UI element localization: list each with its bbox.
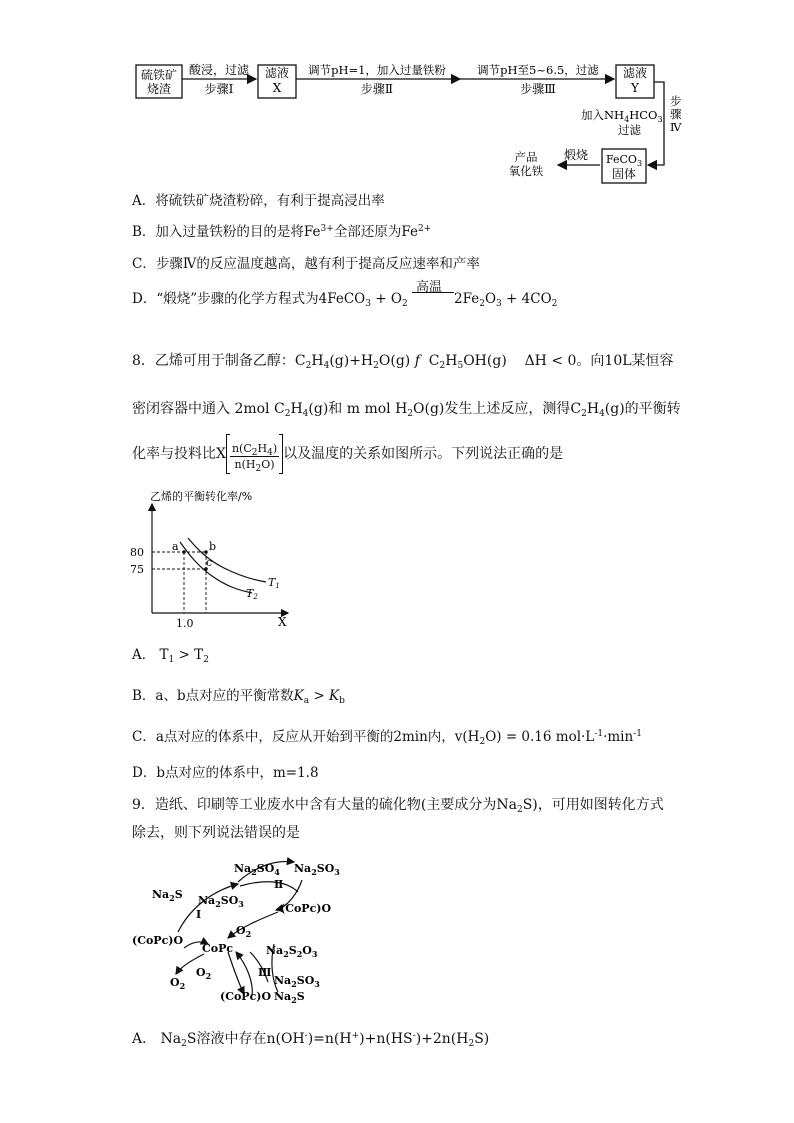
q7-option-a: A．将硫铁矿烧渣粉碎，有利于提高浸出率 (132, 193, 385, 209)
catalytic-cycle-diagram (128, 852, 368, 1012)
svg-text:氧化铁: 氧化铁 (508, 164, 544, 178)
label-a: a (172, 540, 179, 553)
q8-stem-line2: 密闭容器中通入 2mol $C_2H_4(g)$和 m mol $H_2O(g)$发生上述反应，测得$C_2H_4(g)$的平衡转 (132, 401, 681, 419)
svg-text:骤: 骤 (670, 107, 682, 121)
svg-text:步骤Ⅱ: 步骤Ⅱ (360, 82, 394, 96)
label-b: b (209, 540, 217, 553)
cycle-o2-3: $O_2$ (196, 966, 212, 981)
chart-xlabel: X (278, 615, 287, 629)
svg-text:Y: Y (631, 81, 639, 95)
label-t2: T2 (246, 587, 258, 601)
step4-reagent: 加入$NH_4HCO_3$ (581, 108, 663, 124)
q8-option-b: B．a、b点对应的平衡常数$K_a > K_b$ (132, 688, 345, 706)
curve-t1 (188, 538, 266, 582)
xtick-1: 1.0 (176, 617, 194, 630)
q9-stem-line2: 除去，则下列说法错误的是 (132, 825, 300, 841)
svg-text:固体: 固体 (611, 167, 637, 181)
svg-text:步骤Ⅲ: 步骤Ⅲ (520, 82, 556, 96)
step1-label: 酸浸，过滤 (188, 63, 250, 77)
q8-option-c: C．a点对应的体系中，反应从开始到平衡的2min内，$v(H_2O) = 0.16$ $mol\cdot L^{-1}\cdot\min^{-1}$ (132, 729, 642, 747)
cycle-roman-3: Ⅲ (258, 966, 272, 979)
step4-label: 步 (670, 94, 682, 108)
cycle-roman-1: Ⅰ (196, 908, 202, 921)
box-raw-material: 硫铁矿 (140, 68, 178, 82)
cycle-copco-right: (CoPc)O (280, 902, 332, 915)
cycle-copco-bottom: (CoPc)O (220, 990, 272, 1003)
chart-ylabel: 乙烯的平衡转化率/% (150, 490, 253, 503)
q8-option-d: D．b点对应的体系中，m=1.8 (132, 765, 319, 781)
ytick-75: 75 (130, 563, 144, 576)
step2-label: 调节pH=1，加入过量铁粉 (308, 63, 446, 77)
product-label: 产品 (514, 150, 538, 164)
step3-label: 调节pH至5~6.5，过滤 (477, 63, 599, 77)
svg-text:烧渣: 烧渣 (146, 82, 172, 96)
q9-stem-line1: 9．造纸、印刷等工业废水中含有大量的硫化物(主要成分为$Na_2S$)，可用如图转化方式 (132, 797, 664, 815)
cycle-copco-left: (CoPc)O (132, 934, 184, 947)
q9-option-a: A． $Na_2S$溶液中存在$n(OH^-)=n(H^+)+n(HS^-)+2n(H_2S)$ (132, 1031, 490, 1049)
cycle-na2so3-3: $Na_2SO_3$ (274, 974, 320, 989)
ytick-80: 80 (130, 546, 144, 559)
box-feco3: FeCO$_3$ (605, 153, 643, 168)
point-a (182, 550, 186, 554)
q8-option-a: A． $T_1 > T_2$ (132, 647, 209, 665)
cycle-na2so3-2: $Na_2SO_3$ (294, 862, 340, 877)
point-b (204, 550, 208, 554)
label-t1: T1 (268, 576, 280, 590)
q8-stem-line3: 化率与投料比X $\frac{n(C_2H_4)}{n(H_2O)}$ 以及温度的关系如图所示。下列说法正确的是 (132, 432, 563, 476)
q7-option-d: D．“煅烧”步骤的化学方程式为4FeCO$_3$ + $O_2$ 高温 $2Fe_2O_3 + 4CO_2$ (132, 280, 558, 309)
cycle-roman-2: Ⅱ (274, 878, 284, 891)
cycle-na2s-top: $Na_2S$ (152, 888, 183, 903)
box-filtrate-x: 滤液 (264, 66, 290, 80)
cycle-o2-1: $O_2$ (236, 924, 252, 939)
cycle-o2-2: $O_2$ (170, 976, 186, 991)
q7-option-c: C．步骤Ⅳ的反应温度越高，越有利于提高反应速率和产率 (132, 256, 480, 272)
q8-stem-line1: 8．乙烯可用于制备乙醇：$C_2H_4(g)+H_2O(g)$ f $C_2H_5OH(g)$ ΔH < 0。向10L某恒容 (132, 353, 674, 371)
cycle-copc: CoPc (202, 942, 234, 955)
label-c: c (206, 556, 213, 569)
q7-option-b: B．加入过量铁粉的目的是将$Fe^{3+}$全部还原为$Fe^{2+}$ (132, 224, 432, 240)
calcine-label: 煅烧 (563, 148, 589, 162)
svg-text:步骤Ⅰ: 步骤Ⅰ (204, 82, 234, 96)
process-flow-diagram (130, 55, 690, 190)
svg-text:X: X (272, 81, 282, 95)
svg-text:Ⅳ: Ⅳ (670, 120, 682, 134)
conversion-rate-chart (128, 490, 298, 635)
svg-text:过滤: 过滤 (618, 123, 641, 137)
cycle-na2so4: $Na_2SO_4$ (234, 862, 280, 877)
box-filtrate-y: 滤液 (622, 66, 648, 80)
cycle-na2so3-1: $Na_2SO_3$ (198, 894, 244, 909)
cycle-na2s-bottom: $Na_2S$ (274, 990, 305, 1005)
cycle-na2s2o3: $Na_2S_2O_3$ (266, 944, 318, 959)
